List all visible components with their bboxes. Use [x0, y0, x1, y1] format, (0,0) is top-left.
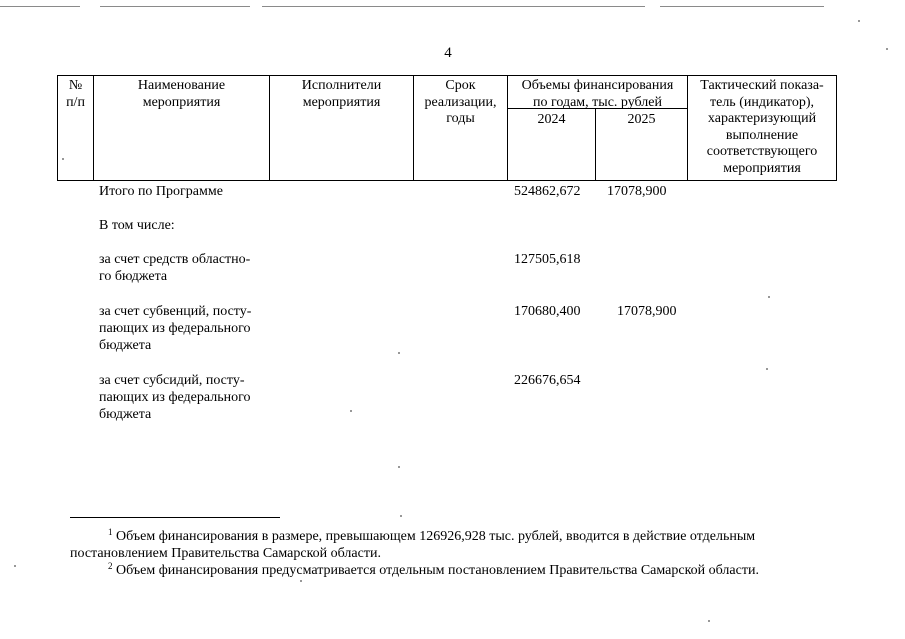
- scan-speck: [350, 410, 352, 412]
- footnote-1: $^1$ Объем финансирования в размере, превышающем 126926,928 тыс. рублей, вводится в действие отдельным постановлением Правительства Самарской области.: [70, 527, 756, 561]
- row-subsidies-label: за счет субсидий, посту- пающих из федерального бюджета: [99, 373, 251, 422]
- table-border: [836, 75, 837, 181]
- scan-line: [0, 6, 80, 7]
- footnote-2: $^2$ Объем финансирования предусматривается отдельным постановлением Правительства Самарской области.: [108, 561, 759, 578]
- row-subventions-label: за счет субвенций, посту- пающих из федерального бюджета: [99, 304, 252, 353]
- header-indicator: Тактический показа- тель (индикатор), характеризующий выполнение соответствующего мероприятия: [700, 78, 824, 176]
- table-header: [57, 75, 837, 181]
- page-number: 4: [444, 45, 452, 61]
- row-total-label: Итого по Программе: [99, 184, 223, 199]
- row-regional-2024: 127505,618: [514, 252, 581, 267]
- row-subventions-2024: 170680,400: [514, 304, 581, 319]
- header-year-2024: 2024: [537, 112, 566, 127]
- scan-line: [660, 6, 824, 7]
- row-regional-label: за счет средств областно- го бюджета: [99, 252, 251, 284]
- footnote-rule: [70, 517, 280, 518]
- scan-speck: [886, 48, 888, 50]
- scan-speck: [398, 352, 400, 354]
- header-name: Наименование мероприятия: [137, 78, 226, 110]
- header-year-2025: 2025: [627, 112, 656, 127]
- scan-speck: [766, 368, 768, 370]
- row-total-2025: 17078,900: [607, 184, 667, 199]
- table-rule: [57, 180, 837, 181]
- scan-line: [262, 6, 645, 7]
- scan-speck: [398, 466, 400, 468]
- scan-speck: [62, 158, 64, 160]
- row-including-label: В том числе:: [99, 218, 175, 233]
- table-rule: [57, 75, 837, 76]
- scan-speck: [708, 620, 710, 622]
- row-subsidies-2024: 226676,654: [514, 373, 581, 388]
- header-executors: Исполнители мероприятия: [301, 78, 382, 110]
- header-term: Срок реализации, годы: [424, 78, 497, 126]
- scan-speck: [300, 580, 302, 582]
- scan-speck: [768, 296, 770, 298]
- header-funding: Объемы финансирования по годам, тыс. рублей: [521, 78, 674, 110]
- scan-line: [100, 6, 250, 7]
- scan-speck: [400, 515, 402, 517]
- header-num: № п/п: [66, 78, 85, 110]
- row-subventions-2025: 17078,900: [617, 304, 677, 319]
- scan-speck: [858, 20, 860, 22]
- row-total-2024: 524862,672: [514, 184, 581, 199]
- scan-speck: [14, 565, 16, 567]
